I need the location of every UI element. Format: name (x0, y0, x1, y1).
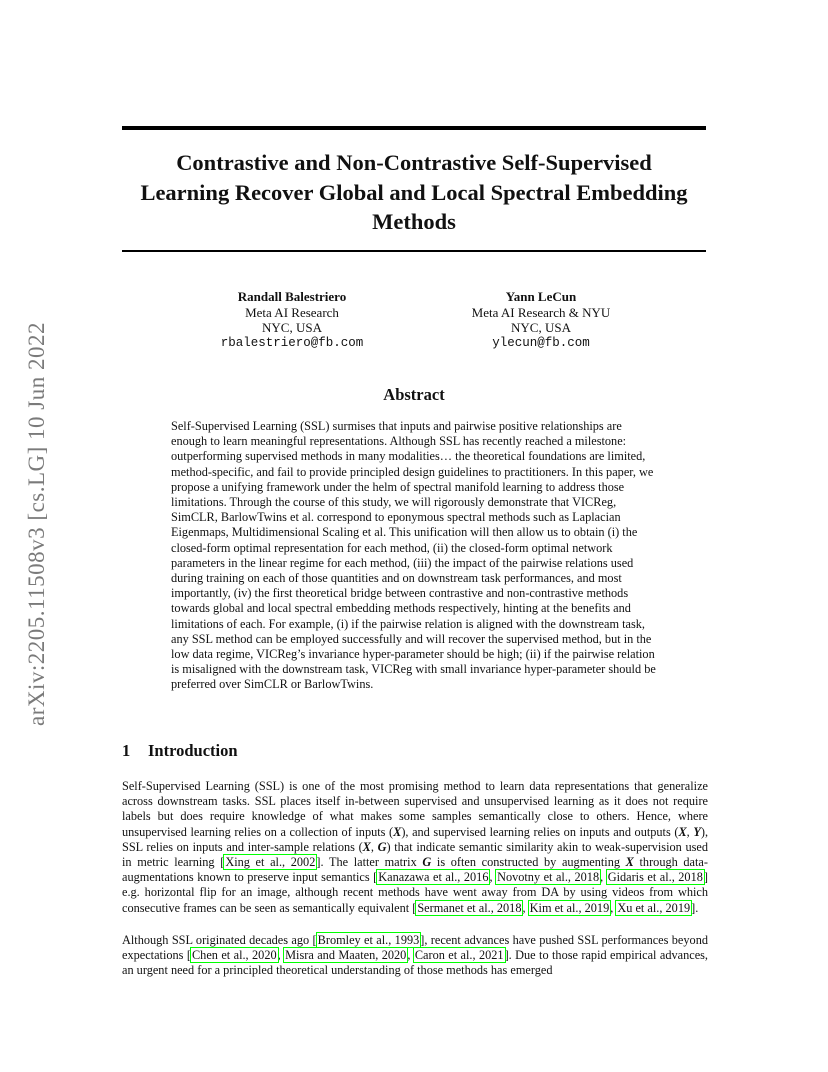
title-top-rule (122, 126, 706, 130)
citation-link[interactable]: Chen et al., 2020 (191, 948, 277, 963)
math-symbol: X (393, 824, 402, 839)
abstract-heading: Abstract (383, 385, 445, 404)
intro-paragraph (122, 779, 708, 916)
author-affiliation: Meta AI Research (245, 304, 339, 320)
section-heading (122, 741, 706, 761)
author-location: NYC, USA (511, 320, 571, 335)
citation-link[interactable]: Caron et al., 2021 (414, 948, 504, 963)
paragraph-text: ]. (691, 900, 699, 915)
citation-link[interactable]: Gidaris et al., 2018 (607, 870, 703, 885)
author-email: rbalestriero@fb.com (220, 335, 364, 350)
author-block (192, 289, 392, 351)
citation-link[interactable]: Xu et al., 2019 (617, 900, 691, 915)
paragraph-text: ]. Due to those rapid empirical advances, an urgent need for a principled theoretical understanding of those methods has emerged (122, 948, 709, 978)
author-name: Yann LeCun (505, 289, 577, 304)
citation-link[interactable]: Misra and Maaten, 2020 (285, 948, 407, 963)
author-email: ylecun@fb.com (492, 335, 590, 350)
paper-title (122, 148, 706, 237)
author-block (441, 289, 641, 351)
citation-link[interactable]: Novotny et al., 2018 (497, 870, 600, 885)
paragraph-text: , (522, 900, 529, 915)
section-number: 1 (122, 741, 131, 760)
math-symbol: X (362, 839, 371, 854)
paragraph-text: ), and supervised learning relies on inputs and outputs ( (401, 824, 679, 839)
title-line: Methods (372, 209, 456, 234)
paragraph-text: , (686, 824, 694, 839)
math-symbol: X (678, 824, 687, 839)
section-title: Introduction (148, 741, 238, 760)
math-symbol: X (625, 855, 634, 870)
paragraph-text: , (489, 870, 497, 885)
arxiv-identifier-stamp: arXiv:2205.11508v3 [cs.LG] 10 Jun 2022 (24, 322, 49, 726)
intro-paragraph (122, 933, 708, 979)
author-affiliation: Meta AI Research & NYU (471, 304, 611, 320)
paragraph-text: ) that indicate semantic similarity akin to weak-supervision used in metric learning [ (122, 839, 708, 870)
paragraph-text: Although SSL originated decades ago [ (122, 933, 317, 947)
math-symbol: G (377, 839, 387, 854)
citation-link[interactable]: Sermanet et al., 2018 (417, 900, 522, 915)
citation-link[interactable]: Kim et al., 2019 (529, 900, 610, 915)
author-name: Randall Balestriero (237, 289, 347, 304)
paragraph-text: ]. The latter matrix (316, 855, 423, 870)
title-bottom-rule (122, 250, 706, 252)
title-line: Learning Recover Global and Local Spectral Embedding (140, 179, 688, 205)
citation-link[interactable]: Kanazawa et al., 2016 (378, 870, 489, 885)
author-location: NYC, USA (262, 320, 322, 335)
abstract-text: Self-Supervised Learning (SSL) surmises that inputs and pairwise positive relationships are enough to learn meaningful representations. Although SSL has recently reached a milestone: outperforming supervised methods in many modalities… the theoretical foundations are limited, method-specific, and fail to provide principled design guidelines to practitioners. In this paper, we propose a unifying framework under the helm of spectral manifold learning to address those limitations. Through the course of this study, we will rigorously demonstrate that VICReg, SimCLR, BarlowTwins et al. correspond to eponymous spectral methods such as Laplacian Eigenmaps, Multidimensional Scaling et al. This unification will then allow us to obtain (i) the closed-form optimal representation for each method, (ii) the closed-form optimal network parameters in the linear regime for each method, (iii) the impact of the pairwise relations used during training on each of those quantities and on downstream task performances, and most importantly, (iv) the first theoretical bridge between contrastive and non-contrastive methods towards global and local spectral embedding methods respectively, hinting at the benefits and limitations of each. For example, (i) if the pairwise relation is aligned with the downstream task, any SSL method can be employed successfully and will recover the supervised method, but in the low data regime, VICReg’s invariance hyper-parameter should be high; (ii) if the pairwise relation is misaligned with the downstream task, VICReg with small invariance hyper-parameter should be preferred over SimCLR or BarlowTwins. (171, 419, 656, 692)
citation-link[interactable]: Xing et al., 2002 (225, 855, 316, 870)
paragraph-text: ), SSL relies on inputs and inter-sample relations ( (122, 824, 709, 854)
math-symbol: G (422, 855, 432, 870)
paragraph-text: , (600, 870, 607, 885)
paragraph-text: , (407, 948, 414, 963)
math-symbol: Y (693, 824, 701, 839)
paragraph-text: ] e.g. horizontal flip for an image, although recent methods have went away from DA by using videos from which consecutive frames can be seen as semantically equivalent [ (122, 870, 708, 915)
paragraph-text: , (277, 948, 285, 963)
paragraph-text: ], recent advances have pushed SSL performances beyond expectations [ (122, 933, 708, 963)
paragraph-text: Self-Supervised Learning (SSL) is one of the most promising method to learn data representations that generalize across downstream tasks. SSL places itself in-between supervised and unsupervised learning as it does not require labels but does require knowledge of what makes some samples semantically close to others. Hence, where unsupervised learning relies on a collection of inputs ( (122, 779, 708, 839)
paragraph-text: through data-augmentations known to preserve input semantics [ (122, 855, 708, 885)
paragraph-text: , (370, 839, 378, 854)
paragraph-text: , (610, 900, 617, 915)
citation-link[interactable]: Bromley et al., 1993 (317, 933, 420, 947)
paragraph-text: is often constructed by augmenting (431, 855, 626, 870)
title-line: Contrastive and Non-Contrastive Self-Supervised (176, 150, 652, 175)
